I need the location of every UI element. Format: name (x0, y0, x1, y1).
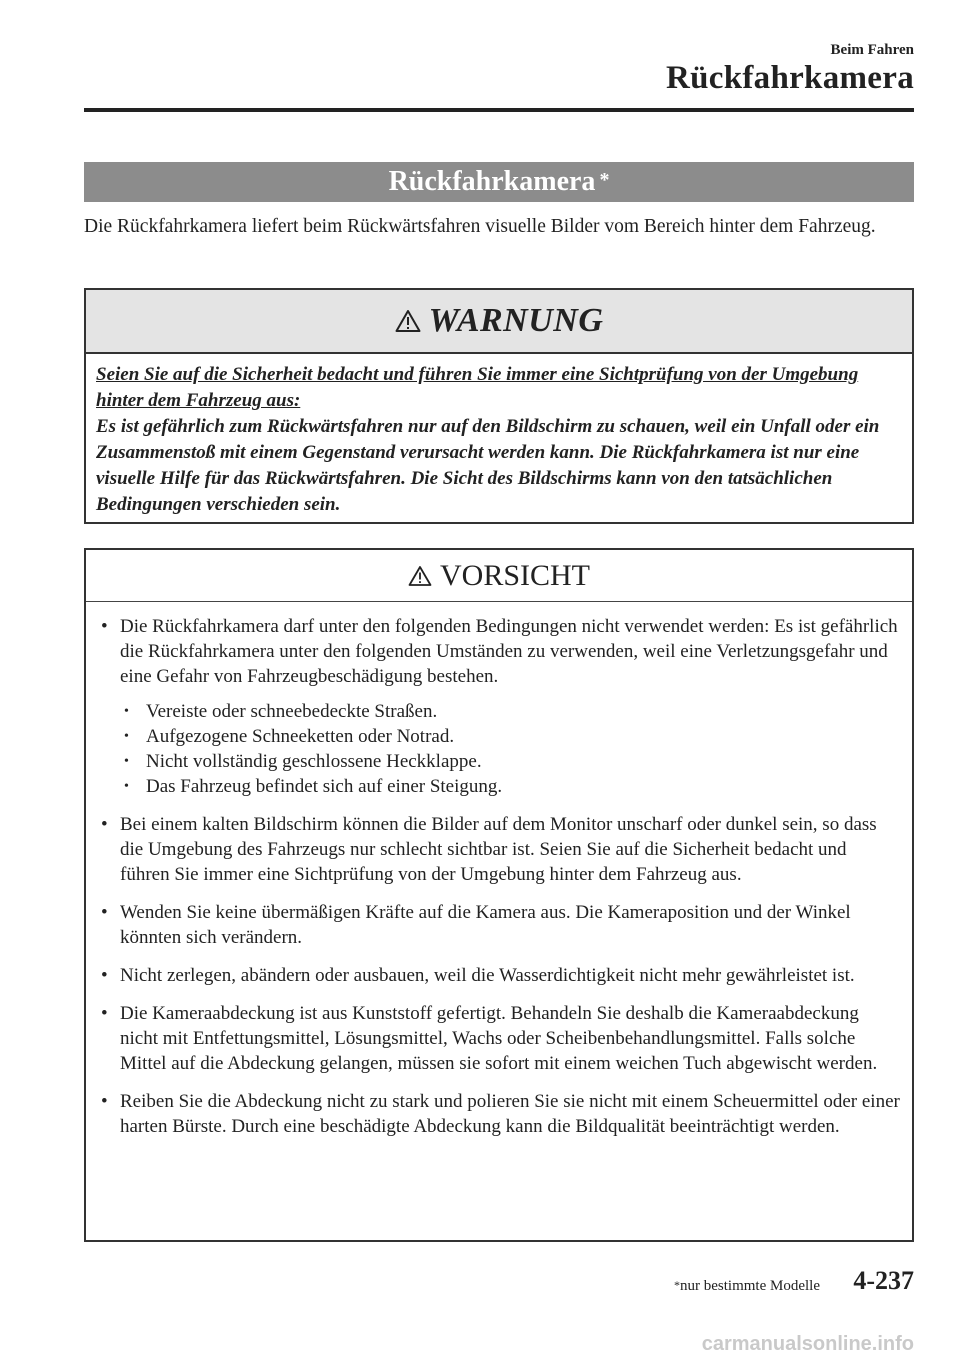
caution-bullet: • Wenden Sie keine übermäßigen Kräfte auf die Kamera aus. Die Kameraposition und der Winkel könnten sich verändern. (98, 900, 900, 950)
warning-box (84, 288, 914, 524)
caution-triangle-icon (408, 565, 432, 587)
footnote-text: nur bestimmte Modelle (680, 1278, 820, 1294)
caution-title: VORSICHT (439, 558, 590, 592)
optional-equipment-star-icon: * (599, 169, 610, 191)
page-title: Rückfahrkamera (665, 60, 914, 96)
warning-header (86, 290, 912, 354)
footnote (674, 1278, 820, 1295)
caution-sub-list (98, 699, 900, 799)
caution-bullet: • Bei einem kalten Bildschirm können die Bilder auf dem Monitor unscharf oder dunkel sein, so dass die Umgebung des Fahrzeugs nur schlecht sichtbar ist. Seien Sie auf die Sicherheit bedacht und führen Sie immer eine Sichtprüfung von der Umgebung hinter dem Fahrzeug aus. (98, 812, 900, 887)
chapter-label: Beim Fahren (830, 42, 914, 58)
caution-sub-item: • Aufgezogene Schneeketten oder Notrad. (120, 724, 900, 749)
warning-text: Es ist gefährlich zum Rückwärtsfahren nur auf den Bildschirm zu schauen, weil ein Unfall oder ein Zusammenstoß mit einem Gegenstand verursacht werden kann. Die Rückfahrkamera ist nur eine visuelle Hilfe für das Rückwärtsfahren. Die Sicht des Bildschirms kann von den tatsächlichen Bedingungen verschieden sein. (96, 416, 880, 515)
warning-underlined-text: Seien Sie auf die Sicherheit bedacht und führen Sie immer eine Sichtprüfung von der Umgebung hinter dem Fahrzeug aus: (96, 364, 859, 411)
caution-header (86, 550, 912, 602)
warning-body (86, 354, 912, 518)
watermark: carmanualsonline.info (701, 1333, 914, 1355)
caution-sub-item: • Nicht vollständig geschlossene Heckklappe. (120, 749, 900, 774)
caution-bullet: • Nicht zerlegen, abändern oder ausbauen, weil die Wasserdichtigkeit nicht mehr gewährleistet ist. (98, 963, 900, 988)
caution-sub-item: • Das Fahrzeug befindet sich auf einer Steigung. (120, 774, 900, 799)
caution-bullet: • Die Rückfahrkamera darf unter den folgenden Bedingungen nicht verwendet werden: Es ist gefährlich die Rückfahrkamera unter den folgenden Umständen zu verwenden, weil eine Verletzungsgefahr und eine Gefahr von Fahrzeugbeschädigung bestehen. (98, 614, 900, 689)
caution-bullet: • Reiben Sie die Abdeckung nicht zu stark und polieren Sie sie nicht mit einem Scheuermittel oder einer harten Bürste. Durch eine beschädigte Abdeckung kann die Bildqualität beeinträchtigt werden. (98, 1089, 900, 1139)
page-number: 4-237 (853, 1266, 914, 1295)
caution-sub-item: • Vereiste oder schneebedeckte Straßen. (120, 699, 900, 724)
header-rule (84, 108, 914, 112)
warning-triangle-icon (395, 309, 421, 333)
caution-box (84, 548, 914, 1242)
caution-body (86, 602, 912, 1139)
warning-title: WARNUNG (428, 302, 604, 339)
intro-paragraph: Die Rückfahrkamera liefert beim Rückwärtsfahren visuelle Bilder vom Bereich hinter dem Fahrzeug. (84, 216, 876, 237)
section-heading (84, 162, 914, 202)
section-title: Rückfahrkamera (388, 166, 596, 197)
footnote-star-icon: * (674, 1278, 681, 1292)
caution-bullet: • Die Kameraabdeckung ist aus Kunststoff gefertigt. Behandeln Sie deshalb die Kameraabdeckung nicht mit Entfettungsmittel, Lösungsmittel, Wachs oder Scheibenbehandlungsmittel. Falls solche Mittel auf die Abdeckung gelangen, müssen sie sofort mit einem weichen Tuch abgewischt werden. (98, 1001, 900, 1076)
